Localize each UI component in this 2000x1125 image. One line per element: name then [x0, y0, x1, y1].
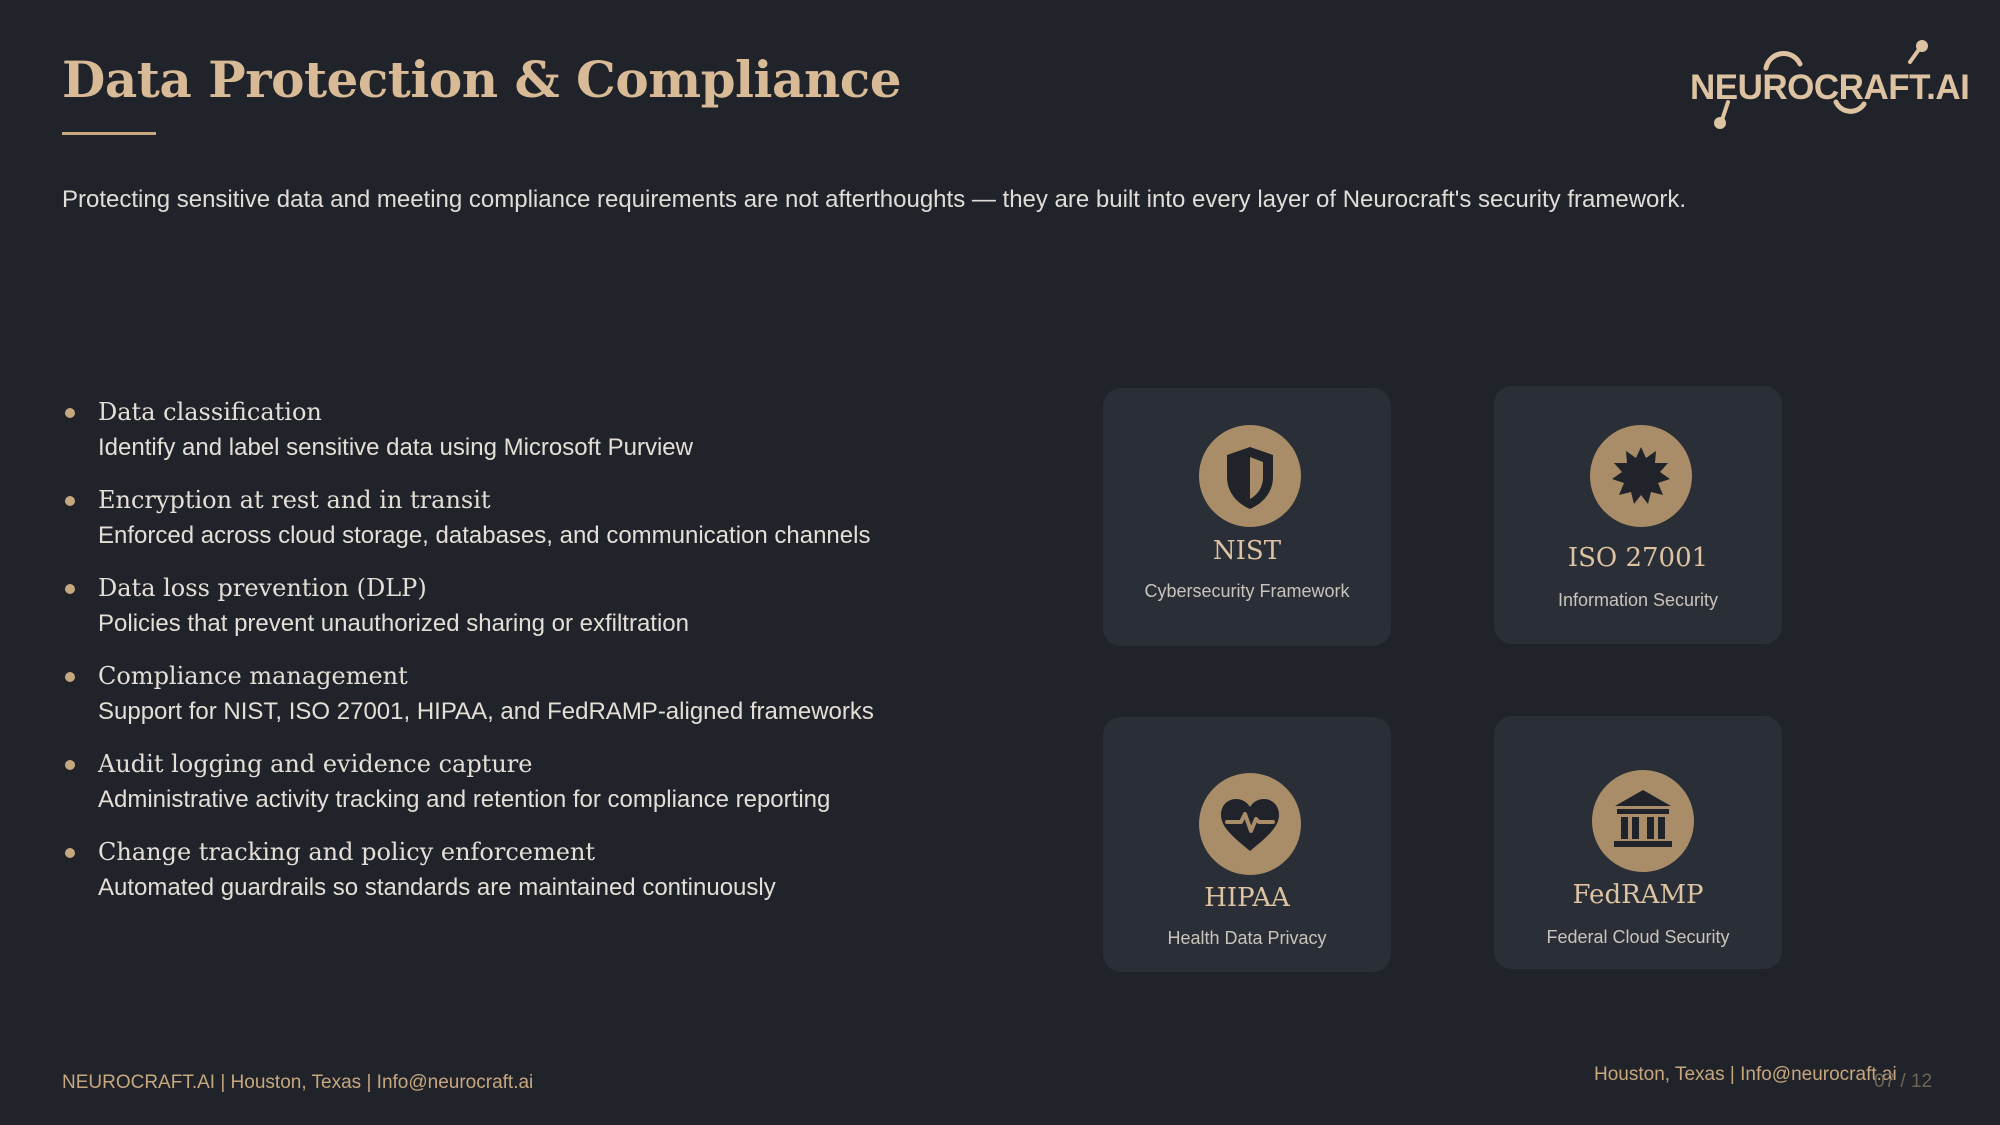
- card-icon-circle: [1592, 770, 1694, 872]
- card-subtitle: Cybersecurity Framework: [1144, 581, 1350, 601]
- list-item: [62, 482, 1062, 570]
- card-title: HIPAA: [1204, 883, 1290, 913]
- card-icon-circle: [1199, 773, 1301, 875]
- card-subtitle: Federal Cloud Security: [1546, 927, 1730, 947]
- government-building-icon: [1592, 770, 1694, 872]
- footer-contact: NEUROCRAFT.AI | Houston, Texas | Info@neurocraft.ai: [62, 1072, 534, 1093]
- logo-wordmark: NEUROCRAFT.AI: [1690, 68, 1970, 107]
- list-item: [62, 746, 1062, 834]
- company-logo: [1686, 38, 1970, 130]
- list-item: [62, 658, 1062, 746]
- card-icon-circle: [1199, 425, 1301, 527]
- card-title: NIST: [1212, 536, 1282, 566]
- intro-text: Protecting sensitive data and meeting compliance requirements are not afterthoughts — they are built into every layer of Neurocraft's security framework.: [62, 186, 1687, 213]
- list-item: [62, 570, 1062, 658]
- card-nist: [1103, 388, 1391, 646]
- card-fedramp: [1494, 716, 1782, 969]
- list-item-title: Data loss prevention (DLP): [98, 574, 427, 602]
- list-item: [62, 834, 1062, 922]
- list-item-description: Policies that prevent unauthorized sharing or exfiltration: [98, 610, 689, 637]
- shield-icon: [1199, 425, 1301, 527]
- bullet-dot-icon: [65, 584, 75, 594]
- bullet-dot-icon: [65, 672, 75, 682]
- list-item-description: Automated guardrails so standards are maintained continuously: [98, 874, 776, 901]
- list-item-title: Compliance management: [98, 662, 408, 690]
- list-item-description: Identify and label sensitive data using Microsoft Purview: [98, 434, 693, 461]
- title-underline: [62, 132, 156, 135]
- list-item-title: Data classification: [98, 398, 322, 426]
- list-item-title: Change tracking and policy enforcement: [98, 838, 596, 866]
- badge-icon: [1590, 425, 1692, 527]
- card-hipaa: [1103, 717, 1391, 972]
- list-item-title: Encryption at rest and in transit: [98, 486, 491, 514]
- card-title: ISO 27001: [1567, 543, 1709, 573]
- card-icon-circle: [1590, 425, 1692, 527]
- heart-pulse-icon: [1199, 773, 1301, 875]
- card-subtitle: Information Security: [1557, 590, 1719, 610]
- bullet-dot-icon: [65, 408, 75, 418]
- footer-contact-right: Houston, Texas | Info@neurocraft.ai: [1594, 1064, 1897, 1085]
- card-iso-27001: [1494, 386, 1782, 644]
- list-item: [62, 394, 1062, 482]
- list-item-description: Support for NIST, ISO 27001, HIPAA, and FedRAMP-aligned frameworks: [98, 698, 874, 725]
- card-subtitle: Health Data Privacy: [1167, 928, 1327, 948]
- page-number: 07 / 12: [1874, 1071, 1933, 1092]
- list-item-title: Audit logging and evidence capture: [98, 750, 533, 778]
- page-title: Data Protection & Compliance: [62, 50, 902, 109]
- bullet-dot-icon: [65, 760, 75, 770]
- feature-list: [62, 394, 1062, 922]
- bullet-dot-icon: [65, 848, 75, 858]
- list-item-description: Enforced across cloud storage, databases, and communication channels: [98, 522, 871, 549]
- list-item-description: Administrative activity tracking and retention for compliance reporting: [98, 786, 831, 813]
- card-title: FedRAMP: [1572, 880, 1704, 910]
- bullet-dot-icon: [65, 496, 75, 506]
